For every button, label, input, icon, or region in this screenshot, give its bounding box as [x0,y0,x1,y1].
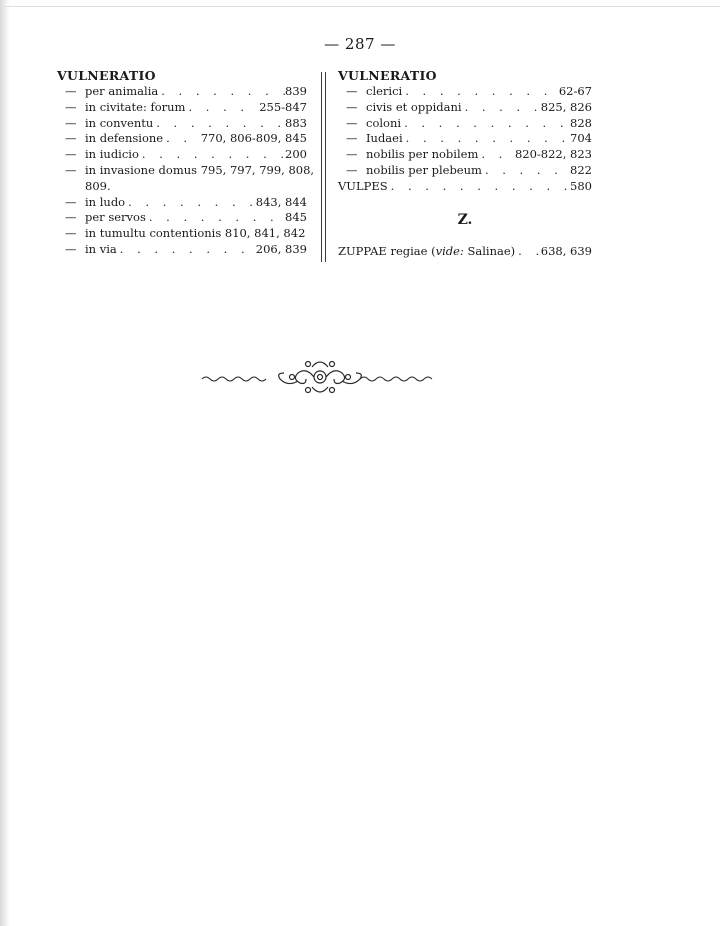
entry-pages: 843, 844 [255,194,307,209]
entry-dash: — [346,147,358,162]
index-entry [57,131,307,147]
index-entry [57,226,307,242]
leader-dots [139,147,285,163]
entry-label: coloni [366,115,402,130]
entry-label: Iudaei [366,131,403,146]
entry-dash: — [65,147,77,162]
entry-label: in invasione domus 795, 797, 799, 808, [85,162,315,177]
entry-dash: — [346,99,358,114]
leader-dots [158,84,285,100]
entry-pages: 62-67 [558,84,592,98]
entry-dash: — [65,84,77,98]
entry-pages: 580 [570,178,592,193]
entry-pages: 770, 806-809, 845 [200,131,307,146]
entry-label: civis et oppidani [366,99,462,114]
entry-dash: — [346,162,358,177]
index-heading: VULNERATIO [338,68,437,83]
entry-label: per servos [85,210,146,225]
decorative-ornament [200,355,440,399]
entry-dash: — [346,84,358,98]
entry-pages: 200 [285,147,307,162]
entry-pages: 820-822, 823 [514,147,592,162]
entry-label: in iudicio [85,147,139,162]
entry-dash: — [65,115,77,130]
entry-label: VULPES [338,178,388,193]
entry-pages: 638, 639 [540,244,592,258]
entry-pages: 845 [285,210,307,225]
entry-label: in via [85,241,117,256]
column-divider [321,72,326,262]
entry-label-start: ZUPPAE regiae ( [338,244,436,258]
index-entry [57,116,307,132]
entry-label: in conventu [85,115,154,130]
entry-label: in ludo [85,194,126,209]
entry-dash: — [65,99,77,114]
entry-dash: — [65,210,77,225]
entry-label: in civitate: forum [85,99,186,114]
entry-label-vide: vide: [435,244,464,258]
section-letter: Z. [457,212,473,228]
page-binding-edge [0,0,10,926]
leader-dots [163,131,201,147]
entry-label: per animalia [85,84,159,98]
index-entry [338,244,592,260]
index-entry [338,131,592,147]
entry-dash: — [65,131,77,146]
leader-dots [462,100,541,116]
entry-dash: — [65,226,77,241]
entry-dash: — [346,115,358,130]
entry-label: nobilis per plebeum [366,162,482,177]
page-number: — 287 — [324,35,396,53]
leader-dots [117,242,256,258]
index-entry [57,162,315,179]
entry-continuation: 809. [85,178,111,193]
index-entry [57,84,307,100]
page-top-edge [0,6,720,7]
entry-pages: 822 [570,162,592,177]
index-entry [57,210,307,226]
entry-dash: — [65,194,77,209]
ornament-center [279,362,362,393]
entry-label-rest: Salinae) [463,244,516,258]
leader-dots [146,210,285,226]
entry-label [338,244,515,260]
ornament-wave-left [202,377,266,381]
entry-pages: 839 [285,84,307,98]
index-entry [338,163,592,179]
entry-pages: 255-847 [259,99,307,114]
index-entry [57,147,307,163]
index-entry [338,116,592,132]
leader-dots [388,179,570,195]
entry-dash: — [346,131,358,146]
entry-pages: 883 [285,115,307,130]
entry-label: in defensione [85,131,164,146]
leader-dots [403,131,570,147]
index-entry [338,179,592,195]
index-entry [57,195,307,211]
entry-pages: 825, 826 [540,99,592,114]
index-entry [57,100,307,116]
index-entry [338,147,592,163]
leader-dots [153,116,285,132]
entry-pages: 206, 839 [255,241,307,256]
entry-label: in tumultu contentionis 810, 841, 842 [85,226,306,241]
index-entry [57,242,307,258]
index-heading: VULNERATIO [57,68,156,83]
left-index-column [57,68,315,258]
leader-dots [515,244,541,260]
leader-dots [125,195,256,211]
entry-label: clerici [366,84,403,98]
entry-label: nobilis per nobilem [366,147,479,162]
leader-dots [401,116,570,132]
entry-dash: — [65,241,77,256]
entry-pages: 704 [570,131,592,146]
leader-dots [402,84,559,100]
leader-dots [482,163,570,179]
right-index-column [338,68,592,195]
leader-dots [185,100,259,116]
index-entry [338,84,592,100]
leader-dots [478,147,515,163]
entry-pages: 828 [570,115,592,130]
entry-dash: — [65,162,77,177]
index-entry [338,100,592,116]
ornament-wave-right [360,377,432,381]
